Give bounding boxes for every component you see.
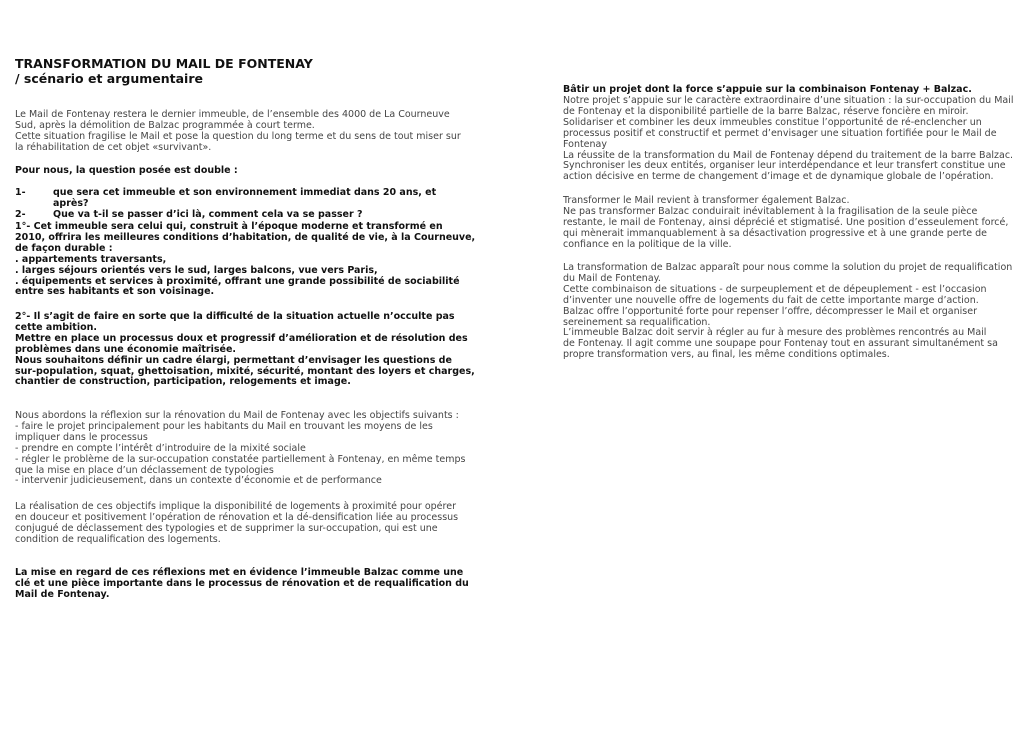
question-number: 2- <box>15 208 26 220</box>
question-lead: Pour nous, la question posée est double : <box>15 165 238 176</box>
text-line: L’immeuble Balzac doit servir à régler au fur à mesure des problèmes rencontrés au Mail <box>563 327 987 339</box>
text-line: impliquer dans le processus <box>15 431 148 443</box>
question-number: 1- <box>15 187 26 198</box>
text-line: - prendre en compte l’intérêt d’introduire de la mixité sociale <box>15 442 306 454</box>
text-line: La réussite de la transformation du Mail de Fontenay dépend du traitement de la barre Balzac. <box>563 149 1014 161</box>
text-line: de Fontenay et la disponibilité partielle de la barre Balzac, réserve foncière en miroir. <box>563 105 969 117</box>
text-line: Cette combinaison de situations - de surpeuplement et de dépeuplement - est l’occasion <box>563 283 987 295</box>
text-line: sur-population, squat, ghettoisation, mixité, sécurité, montant des loyers et charges, <box>15 365 475 377</box>
title-line-1: TRANSFORMATION DU MAIL DE FONTENAY <box>15 56 313 71</box>
text-line: du Mail de Fontenay. <box>563 272 661 284</box>
text-line: Synchroniser les deux entités, organiser leur interdépendance et leur transfert constitue une <box>563 160 1006 172</box>
text-line: restante, le mail de Fontenay, ainsi déprécié et stigmatisé. Une position d’esseulement forcé, <box>563 216 1009 228</box>
text-line: 1°- Cet immeuble sera celui qui, construit à l’époque moderne et transformé en <box>15 221 443 232</box>
text-line: - intervenir judicieusement, dans un contexte d’économie et de performance <box>15 475 382 487</box>
document-title <box>15 56 475 86</box>
objectives-paragraph <box>15 410 466 487</box>
question-text: que sera cet immeuble et son environnement immediat dans 20 ans, et après? <box>53 187 437 209</box>
text-line: Solidariser et combiner les deux immeubles constitue l’opportunité de ré-enclencher un <box>563 116 982 128</box>
text-line: Mail de Fontenay. <box>15 588 110 600</box>
text-line: processus positif et constructif et permet d’envisager une situation fortifiée pour le Mail de <box>563 127 997 139</box>
text-line: Nous abordons la réflexion sur la rénovation du Mail de Fontenay avec les objectifs suivants : <box>15 410 459 421</box>
text-line: problèmes dans une économie maîtrisée. <box>15 343 237 355</box>
text-line: Transformer le Mail revient à transformer également Balzac. <box>563 195 850 206</box>
text-line: . appartements traversants, <box>15 253 167 265</box>
text-line: Balzac offre l’opportunité forte pour repenser l’offre, décompresser le Mail et organiser <box>563 305 977 317</box>
right-heading: Bâtir un projet dont la force s’appuie sur la combinaison Fontenay + Balzac. <box>563 84 972 95</box>
text-line: sereinement sa requalification. <box>563 316 711 328</box>
text-line: Mettre en place un processus doux et progressif d’amélioration et de résolution des <box>15 332 468 344</box>
text-line: Sud, après la démolition de Balzac programmée à court terme. <box>15 119 315 131</box>
text-line: Fontenay <box>563 138 607 150</box>
realisation-paragraph <box>15 502 460 546</box>
text-line: . larges séjours orientés vers le sud, larges balcons, vue vers Paris, <box>15 264 378 276</box>
text-line: La transformation de Balzac apparaît pour nous comme la solution du projet de requalification <box>563 262 1013 273</box>
text-line: Le Mail de Fontenay restera le dernier immeuble, de l’ensemble des 4000 de La Courneuve <box>15 109 450 120</box>
text-line: 2°- Il s’agit de faire en sorte que la difficulté de la situation actuelle n’occulte pas <box>15 311 455 322</box>
point-1-paragraph <box>15 221 476 298</box>
text-line: propre transformation vers, au final, les même conditions optimales. <box>563 349 890 361</box>
question-text: Que va t-il se passer d’ici là, comment cela va se passer ? <box>53 208 363 220</box>
text-line: la réhabilitation de cet objet «survivant». <box>15 141 212 153</box>
text-line: . équipements et services à proximité, offrant une grande possibilité de sociabilité <box>15 275 460 287</box>
text-line: - faire le projet principalement pour les habitants du Mail en trouvant les moyens de les <box>15 420 433 432</box>
text-line: clé et une pièce importante dans le processus de rénovation et de requalification du <box>15 577 469 589</box>
text-line: cette ambition. <box>15 321 97 333</box>
text-line: action décisive en terme de changement d’image et de dynamique globale de l’opération. <box>563 171 994 183</box>
right-paragraph-2 <box>563 196 1009 251</box>
text-line: que la mise en place d’un déclassement de typologies <box>15 464 274 476</box>
right-paragraph-3 <box>563 262 1013 361</box>
text-line: chantier de construction, participation, relogements et image. <box>15 376 351 388</box>
text-line: de façon durable : <box>15 242 113 254</box>
right-paragraph-1 <box>563 95 1014 183</box>
text-line: qui mènerait immanquablement à sa désactivation progressive et à une grande perte de <box>563 227 987 239</box>
text-line: Ne pas transformer Balzac conduirait inévitablement à la fragilisation de la seule pièce <box>563 205 978 217</box>
text-line: La mise en regard de ces réflexions met en évidence l’immeuble Balzac comme une <box>15 567 464 578</box>
text-line: La réalisation de ces objectifs implique la disponibilité de logements à proximité pour opérer <box>15 501 456 512</box>
text-line: Notre projet s’appuie sur le caractère extraordinaire d’une situation : la sur-occupation du Mail <box>563 95 1014 106</box>
text-line: condition de requalification des logements. <box>15 533 221 545</box>
text-line: entre ses habitants et son voisinage. <box>15 286 215 298</box>
title-line-2: / scénario et argumentaire <box>15 71 203 86</box>
text-line: de Fontenay. Il agit comme une soupape pour Fontenay tout en assurant simultanément sa <box>563 338 998 350</box>
question-item <box>15 188 460 210</box>
intro-paragraph <box>15 110 460 154</box>
text-line: confiance en la politique de la ville. <box>563 238 732 250</box>
text-line: conjugué de déclassement des typologies et de supprimer la sur-occupation, qui est une <box>15 522 438 534</box>
questions-list <box>15 188 460 221</box>
conclusion-paragraph <box>15 567 469 601</box>
question-item <box>15 210 460 221</box>
text-line: Cette situation fragilise le Mail et pose la question du long terme et du sens de tout miser sur <box>15 130 461 142</box>
text-line: d’inventer une nouvelle offre de logements du fait de cette importante marge d’action. <box>563 294 979 306</box>
text-line: Nous souhaitons définir un cadre élargi, permettant d’envisager les questions de <box>15 354 452 366</box>
text-line: - régler le problème de la sur-occupation constatée partiellement à Fontenay, en même temps <box>15 453 466 465</box>
point-2-paragraph <box>15 311 475 388</box>
text-line: 2010, offrira les meilleures conditions d’habitation, de qualité de vie, à la Courneuve, <box>15 231 476 243</box>
text-line: en douceur et positivement l’opération de rénovation et la dé-densification liée au processus <box>15 511 459 523</box>
